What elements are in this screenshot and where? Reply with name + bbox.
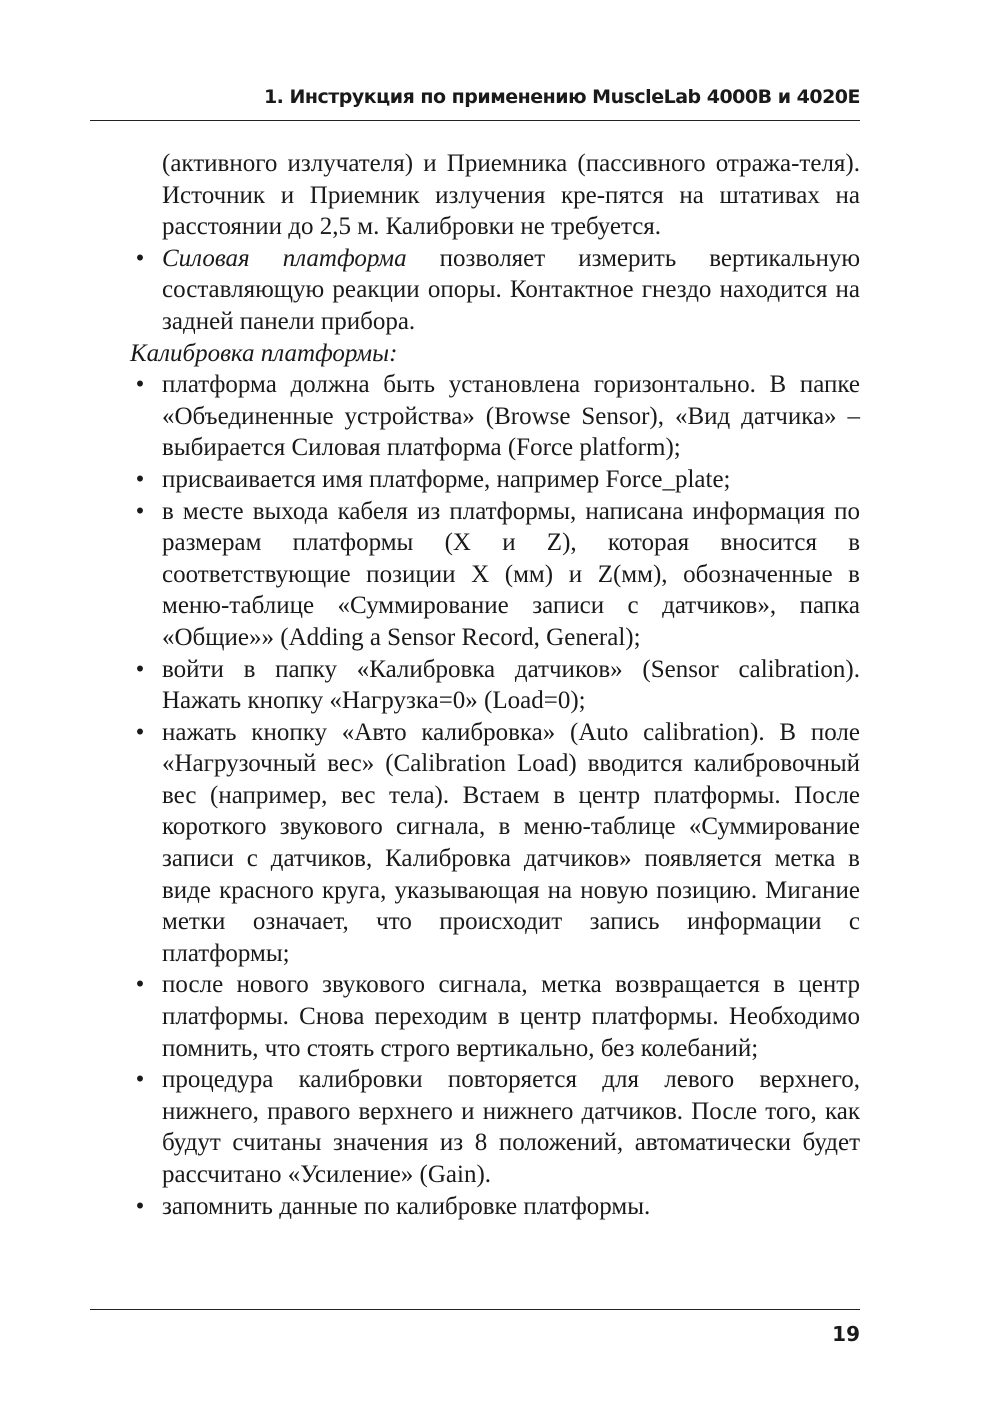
list-item	[130, 1191, 860, 1223]
list-item	[130, 496, 860, 654]
footer-rule	[90, 1309, 860, 1310]
bullet-icon: •	[135, 465, 145, 493]
list-item	[130, 969, 860, 1064]
list-item	[130, 717, 860, 970]
list-item	[130, 369, 860, 464]
bullet-icon: •	[135, 497, 145, 525]
bullet-icon: •	[135, 244, 145, 272]
list-item	[130, 654, 860, 717]
list-item	[130, 1064, 860, 1190]
calibration-heading: Калибровка платформы:	[130, 339, 398, 367]
force-platform-text: позволяет измерить вертикальную составляющую реакции опоры. Контактное гнездо находится на задней панели прибора.	[162, 244, 861, 335]
list-item-text: запомнить данные по калибровке платформы.	[162, 1192, 651, 1220]
list-item-text: после нового звукового сигнала, метка возвращается в центр платформы. Снова переходим в центр платформы. Необходимо помнить, что стоять строго вертикально, без колебаний;	[162, 971, 860, 1062]
list-item-text: в месте выхода кабеля из платформы, написана информация по размерам платформы (X и Z), которая вносится в соответствующие позиции X (мм) и Z(мм), обозначенные в меню-таблице «Суммирование записи с датчиков», папка «Общие»» (Adding a Sensor Record, General);	[162, 497, 860, 651]
bullet-icon: •	[135, 718, 145, 746]
page-number: 19	[832, 1322, 860, 1346]
bullet-icon: •	[135, 1066, 145, 1094]
force-platform-item	[130, 243, 860, 338]
list-item-text: процедура калибровки повторяется для левого верхнего, нижнего, правого верхнего и нижнего датчиков. После того, как будут считаны значения из 8 положений, автоматически будет рассчитано «Усиление» (Gain).	[162, 1066, 860, 1188]
running-header: 1. Инструкция по применению MuscleLab 4000B и 4020E	[263, 86, 860, 108]
list-item-text: нажать кнопку «Авто калибровка» (Auto calibration). В поле «Нагрузочный вес» (Calibration Load) вводится калибровочный вес (например, вес тела). Встаем в центр платформы. После короткого звукового сигнала, в меню-таблице «Суммирование записи с датчиков, Калибровка датчиков» появляется метка в виде красного круга, указывающая на новую позицию. Мигание метки означает, что происходит запись информации с платформы;	[162, 718, 860, 967]
list-item-text: платформа должна быть установлена горизонтально. В папке «Объединенные устройства» (Browse Sensor), «Вид датчика» – выбирается Силовая платформа (Force platform);	[162, 371, 860, 462]
header-rule	[90, 120, 860, 121]
bullet-icon: •	[135, 371, 145, 399]
force-platform-term: Силовая платформа	[162, 244, 407, 272]
bullet-icon: •	[135, 1192, 145, 1220]
page-body	[130, 148, 860, 1222]
intro-paragraph: (активного излучателя) и Приемника (пассивного отража-теля). Источник и Приемник излучения кре-пятся на штативах на расстоянии до 2,5 м. Калибровки не требуется.	[162, 150, 860, 241]
bullet-icon: •	[135, 971, 145, 999]
list-item	[130, 464, 860, 496]
list-item-text: войти в папку «Калибровка датчиков» (Sensor calibration). Нажать кнопку «Нагрузка=0» (Load=0);	[162, 655, 860, 715]
bullet-icon: •	[135, 655, 145, 683]
list-item-text: присваивается имя платформе, например Force_plate;	[162, 465, 731, 493]
